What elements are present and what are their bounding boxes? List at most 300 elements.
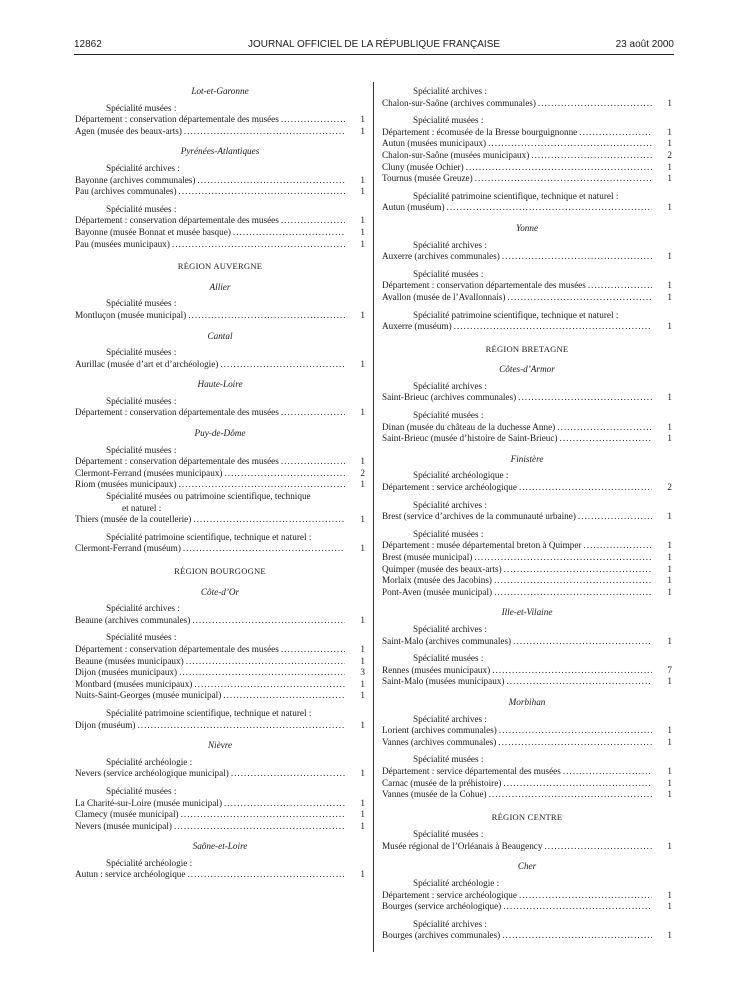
specialty-label: Spécialité archives : <box>413 380 487 391</box>
list-item <box>75 615 365 627</box>
specialty-label: Spécialité musées : <box>106 632 177 643</box>
department-heading: Allier <box>209 281 231 292</box>
specialty-label: Spécialité musées : <box>413 115 484 126</box>
department-heading: Ille-et-Vilaine <box>501 607 553 618</box>
list-item <box>75 798 365 810</box>
entry-institution: Carnac (musée de la préhistoire) <box>382 777 502 788</box>
entry-count: 1 <box>667 280 672 291</box>
list-item <box>75 667 365 679</box>
issue-date: 23 août 2000 <box>615 39 674 50</box>
dot-leader <box>186 656 345 668</box>
dot-leader <box>502 930 652 942</box>
entry-count: 1 <box>360 543 365 554</box>
dot-leader <box>489 789 652 801</box>
entry-count: 2 <box>667 482 672 493</box>
list-item <box>382 841 672 853</box>
column-divider <box>373 82 374 952</box>
specialty-label-continuation: et naturel : <box>122 502 162 513</box>
entry-institution: Clermont-Ferrand (muséum) <box>75 543 181 554</box>
specialty-label: Spécialité musées : <box>106 444 177 455</box>
dot-leader <box>179 667 345 679</box>
region-heading: RÉGION CENTRE <box>491 811 563 822</box>
specialty-label <box>75 491 365 514</box>
list-item <box>382 540 672 552</box>
department-heading: Morbihan <box>508 696 546 707</box>
entry-institution: Département : conservation départementale des musées <box>382 280 586 291</box>
dot-leader <box>454 321 652 333</box>
entry-institution: Morlaix (musée des Jacobins) <box>382 575 492 586</box>
list-item <box>75 239 365 251</box>
list-item <box>75 690 365 702</box>
department-heading: Cantal <box>207 330 233 341</box>
entry-institution: Pau (archives communales) <box>75 186 177 197</box>
dot-leader <box>281 407 345 419</box>
entry-institution: Département : service archéologique <box>382 889 517 900</box>
list-item <box>382 127 672 139</box>
specialty-label: Spécialité musées : <box>106 203 177 214</box>
specialty-label: Spécialité archéologique : <box>413 470 509 481</box>
entry-count: 1 <box>667 97 672 108</box>
entry-count: 1 <box>360 719 365 730</box>
page-header <box>74 39 674 53</box>
entry-count: 1 <box>667 901 672 912</box>
entry-institution: Tournus (musée Greuze) <box>382 173 473 184</box>
entry-institution: Département : conservation départementale des musées <box>75 407 279 418</box>
list-item <box>382 789 672 801</box>
entry-count: 1 <box>667 840 672 851</box>
list-item <box>75 456 365 468</box>
entry-institution: Bayonne (musée Bonnat et musée basque) <box>75 226 231 237</box>
entry-institution: Auxerre (archives communales) <box>382 251 500 262</box>
list-item <box>382 433 672 445</box>
department-heading: Pyrénées-Atlantiques <box>180 146 260 157</box>
dot-leader <box>584 540 653 552</box>
entry-institution: Bourges (archives communales) <box>382 930 501 941</box>
entry-institution: Département : conservation départementale des musées <box>75 456 279 467</box>
list-item <box>75 809 365 821</box>
entry-institution: Département : musée départemental breton à Quimper <box>382 540 582 551</box>
entry-institution: Département : conservation départementale des musées <box>75 114 279 125</box>
entry-institution: Quimper (musée des beaux-arts) <box>382 563 502 574</box>
dot-leader <box>563 766 652 778</box>
department-heading: Yonne <box>515 222 539 233</box>
entry-count: 1 <box>667 392 672 403</box>
entry-count: 1 <box>667 765 672 776</box>
list-item <box>382 422 672 434</box>
specialty-label: Spécialité archéologie : <box>413 878 500 889</box>
specialty-label: Spécialité archives : <box>106 603 180 614</box>
entry-count: 1 <box>667 552 672 562</box>
entry-institution: Dinan (musée du château de la duchesse Anne) <box>382 421 556 432</box>
entry-count: 1 <box>360 407 365 418</box>
dot-leader <box>179 479 345 491</box>
entry-institution: Aurillac (musée d’art et d’archéologie) <box>75 358 219 369</box>
specialty-label-line: Spécialité musées ou patrimoine scientifique, technique <box>106 491 311 502</box>
entry-institution: Thiers (musée de la coutellerie) <box>75 514 192 525</box>
entry-institution: Pau (musées municipaux) <box>75 238 170 249</box>
entry-count: 1 <box>360 309 365 320</box>
specialty-label: Spécialité archéologie : <box>106 756 193 767</box>
entry-count: 1 <box>360 479 365 490</box>
list-item <box>75 126 365 138</box>
dot-leader <box>137 720 345 732</box>
dot-leader <box>179 186 345 198</box>
dot-leader <box>220 359 345 371</box>
list-item <box>382 676 672 688</box>
list-item <box>75 407 365 419</box>
specialty-label: Spécialité archives : <box>413 86 487 96</box>
specialty-label: Spécialité musées : <box>413 754 484 765</box>
list-item <box>382 202 672 214</box>
list-item <box>75 821 365 833</box>
list-item <box>382 482 672 494</box>
list-item <box>382 552 672 564</box>
entry-count: 1 <box>667 725 672 736</box>
entry-count: 1 <box>360 809 365 820</box>
entry-institution: Montbard (musées municipaux) <box>75 678 193 689</box>
entry-count: 1 <box>360 186 365 197</box>
list-item <box>382 280 672 292</box>
entry-count: 1 <box>667 173 672 184</box>
entry-count: 1 <box>667 138 672 149</box>
list-item <box>75 768 365 780</box>
entry-count: 1 <box>360 869 365 880</box>
department-heading: Côtes-d’Armor <box>499 364 555 375</box>
dot-leader <box>513 636 652 648</box>
department-heading: Cher <box>517 861 537 872</box>
entry-count: 1 <box>360 768 365 779</box>
list-item <box>382 636 672 648</box>
right-column <box>382 86 672 942</box>
dot-leader <box>281 644 345 656</box>
list-item <box>382 665 672 677</box>
list-item <box>382 98 672 110</box>
dot-leader <box>503 901 652 913</box>
entry-institution: Saint-Brieuc (archives communales) <box>382 392 517 403</box>
dot-leader <box>193 514 345 526</box>
entry-institution: Beaune (musées municipaux) <box>75 655 184 666</box>
region-heading: RÉGION AUVERGNE <box>177 261 263 272</box>
list-item <box>75 479 365 491</box>
list-item <box>382 392 672 404</box>
dot-leader <box>494 587 652 599</box>
dot-leader <box>560 433 652 445</box>
entry-count: 1 <box>360 614 365 625</box>
list-item <box>75 720 365 732</box>
entry-institution: Beaune (archives communales) <box>75 614 191 625</box>
specialty-label: Spécialité archives : <box>413 623 487 634</box>
dot-leader <box>447 202 652 214</box>
entry-count: 1 <box>667 511 672 522</box>
dot-leader <box>233 227 345 239</box>
list-item <box>382 251 672 263</box>
entry-institution: Nevers (service archéologique municipal) <box>75 768 229 779</box>
entry-institution: Bourges (service archéologique) <box>382 901 502 912</box>
entry-institution: Département : service départemental des musées <box>382 765 561 776</box>
list-item <box>75 468 365 480</box>
left-column <box>75 86 365 881</box>
entry-institution: Chalon-sur-Saône (musées municipaux) <box>382 149 530 160</box>
department-heading: Saône-et-Loire <box>192 841 248 852</box>
entry-institution: Avallon (musée de l’Avallonnais) <box>382 291 506 302</box>
list-item <box>75 869 365 881</box>
entry-count: 1 <box>360 655 365 666</box>
entry-count: 1 <box>667 563 672 574</box>
dot-leader <box>466 162 652 174</box>
dot-leader <box>174 821 345 833</box>
dot-leader <box>499 725 652 737</box>
entry-institution: Vannes (musée de la Cohue) <box>382 789 487 800</box>
entry-institution: Bayonne (archives communales) <box>75 174 196 185</box>
entry-institution: Département : service archéologique <box>382 482 517 493</box>
entry-institution: Saint-Malo (archives communales) <box>382 635 512 646</box>
specialty-label: Spécialité musées : <box>106 785 177 796</box>
specialty-label: Spécialité archives : <box>413 918 487 929</box>
region-heading: RÉGION BRETAGNE <box>485 343 569 354</box>
entry-count: 1 <box>360 238 365 249</box>
specialty-label: Spécialité musées : <box>413 528 484 539</box>
dot-leader <box>502 251 652 263</box>
entry-count: 1 <box>667 321 672 332</box>
specialty-label: Spécialité archéologie : <box>106 857 193 868</box>
list-item <box>382 173 672 185</box>
entry-count: 2 <box>360 467 365 478</box>
list-item <box>75 644 365 656</box>
dot-leader <box>492 665 652 677</box>
list-item <box>382 766 672 778</box>
entry-institution: Chalon-sur-Saône (archives communales) <box>382 97 536 108</box>
specialty-label: Spécialité patrimoine scientifique, technique et naturel : <box>106 531 312 542</box>
entry-institution: Autun : service archéologique <box>75 869 186 880</box>
specialty-label: Spécialité patrimoine scientifique, technique et naturel : <box>413 190 619 201</box>
dot-leader <box>507 292 652 304</box>
dot-leader <box>544 841 652 853</box>
header-rule <box>74 54 674 55</box>
list-item <box>382 321 672 333</box>
entry-count: 1 <box>667 789 672 800</box>
list-item <box>75 215 365 227</box>
entry-institution: Rennes (musées municipaux) <box>382 664 491 675</box>
list-item <box>75 227 365 239</box>
entry-count: 1 <box>360 690 365 701</box>
list-item <box>382 725 672 737</box>
entry-count: 2 <box>667 149 672 160</box>
entry-count: 1 <box>360 215 365 226</box>
department-heading: Haute-Loire <box>197 379 243 390</box>
entry-count: 3 <box>360 667 365 678</box>
entry-institution: Vannes (archives communales) <box>382 736 497 747</box>
dot-leader <box>183 543 345 555</box>
entry-institution: Département : conservation départementale des musées <box>75 643 279 654</box>
entry-count: 1 <box>667 421 672 432</box>
entry-count: 1 <box>360 358 365 369</box>
list-item <box>382 575 672 587</box>
dot-leader <box>224 798 345 810</box>
entry-count: 1 <box>667 251 672 262</box>
entry-institution: Saint-Brieuc (musée d’histoire de Saint-Brieuc) <box>382 433 558 444</box>
entry-count: 1 <box>360 643 365 654</box>
dot-leader <box>503 778 652 790</box>
dot-leader <box>579 127 652 139</box>
entry-count: 1 <box>667 777 672 788</box>
dot-leader <box>187 869 345 881</box>
list-item <box>382 564 672 576</box>
list-item <box>75 679 365 691</box>
dot-leader <box>498 737 652 749</box>
entry-institution: Département : écomusée de la Bresse bourguignonne <box>382 126 578 137</box>
entry-count: 7 <box>667 664 672 675</box>
specialty-label: Spécialité archives : <box>413 239 487 250</box>
dot-leader <box>231 768 345 780</box>
entry-institution: Pont-Aven (musée municipal) <box>382 586 493 597</box>
specialty-label: Spécialité musées : <box>106 347 177 358</box>
department-heading: Lot-et-Garonne <box>191 86 249 96</box>
department-heading: Finistère <box>510 453 544 464</box>
entry-institution: Dijon (muséum) <box>75 719 136 730</box>
list-item <box>75 543 365 555</box>
dot-leader <box>192 615 345 627</box>
dot-leader <box>223 690 345 702</box>
specialty-label: Spécialité archives : <box>413 713 487 724</box>
dot-leader <box>519 482 652 494</box>
specialty-label: Spécialité patrimoine scientifique, technique et naturel : <box>106 707 312 718</box>
specialty-label: Spécialité musées : <box>106 298 177 309</box>
dot-leader <box>197 175 345 187</box>
dot-leader <box>578 511 652 523</box>
entry-count: 1 <box>667 676 672 687</box>
list-item <box>382 737 672 749</box>
dot-leader <box>475 173 652 185</box>
entry-institution: Autun (musées municipaux) <box>382 138 487 149</box>
entry-count: 1 <box>360 456 365 467</box>
dot-leader <box>506 676 652 688</box>
entry-count: 1 <box>667 736 672 747</box>
list-item <box>382 162 672 174</box>
list-item <box>382 587 672 599</box>
entry-count: 1 <box>360 174 365 185</box>
dot-leader <box>531 150 652 162</box>
region-heading: RÉGION BOURGOGNE <box>174 566 266 576</box>
entry-institution: Nuits-Saint-Georges (musée municipal) <box>75 690 222 701</box>
dot-leader <box>181 809 345 821</box>
specialty-label: Spécialité archives : <box>413 499 487 510</box>
dot-leader <box>281 456 345 468</box>
list-item <box>75 514 365 526</box>
entry-count: 1 <box>360 114 365 125</box>
list-item <box>75 656 365 668</box>
specialty-label: Spécialité patrimoine scientifique, technique et naturel : <box>413 309 619 320</box>
journal-title: JOURNAL OFFICIEL DE LA RÉPUBLIQUE FRANÇAISE <box>247 39 501 50</box>
specialty-label: Spécialité musées : <box>413 268 484 279</box>
entry-institution: La Charité-sur-Loire (musée municipal) <box>75 797 223 808</box>
entry-count: 1 <box>360 678 365 689</box>
entry-count: 1 <box>667 540 672 551</box>
entry-institution: Brest (musée municipal) <box>382 552 473 562</box>
entry-institution: Agen (musée des beaux-arts) <box>75 125 182 136</box>
list-item <box>75 175 365 187</box>
dot-leader <box>588 280 652 292</box>
list-item <box>382 292 672 304</box>
list-item <box>75 114 365 126</box>
entry-institution: Auxerre (muséum) <box>382 321 452 332</box>
entry-count: 1 <box>360 125 365 136</box>
dot-leader <box>557 422 652 434</box>
entry-count: 1 <box>667 889 672 900</box>
dot-leader <box>281 215 345 227</box>
list-item <box>382 511 672 523</box>
list-item <box>382 901 672 913</box>
entry-count: 1 <box>667 586 672 597</box>
specialty-label: Spécialité musées : <box>413 653 484 664</box>
specialty-label: Spécialité musées : <box>106 395 177 406</box>
entry-institution: Dijon (musées municipaux) <box>75 667 178 678</box>
list-item <box>382 150 672 162</box>
entry-institution: Cluny (musée Ochier) <box>382 161 464 172</box>
entry-institution: Montluçon (musée municipal) <box>75 309 187 320</box>
specialty-label: Spécialité musées : <box>413 829 484 840</box>
entry-institution: Saint-Malo (musées municipaux) <box>382 676 505 687</box>
entry-institution: Riom (musées municipaux) <box>75 479 177 490</box>
list-item <box>382 138 672 150</box>
list-item <box>382 778 672 790</box>
entry-count: 1 <box>360 820 365 831</box>
entry-count: 1 <box>667 291 672 302</box>
department-heading: Côte-d’Or <box>200 586 240 597</box>
specialty-label: Spécialité musées : <box>106 102 177 113</box>
dot-leader <box>538 98 652 110</box>
entry-institution: Brest (service d’archives de la communauté urbaine) <box>382 511 576 522</box>
department-heading: Puy-de-Dôme <box>194 428 246 439</box>
entry-count: 1 <box>667 126 672 137</box>
department-heading: Nièvre <box>207 740 233 751</box>
entry-institution: Département : conservation départementale des musées <box>75 215 279 226</box>
list-item <box>75 186 365 198</box>
specialty-label: Spécialité musées : <box>413 410 484 421</box>
list-item <box>382 930 672 942</box>
dot-leader <box>494 575 652 587</box>
entry-institution: Lorient (archives communales) <box>382 725 497 736</box>
entry-count: 1 <box>667 575 672 586</box>
dot-leader <box>504 564 652 576</box>
entry-count: 1 <box>667 161 672 172</box>
list-item <box>75 359 365 371</box>
entry-count: 1 <box>667 433 672 444</box>
entry-institution: Clermont-Ferrand (musées municipaux) <box>75 467 223 478</box>
list-item <box>75 310 365 322</box>
dot-leader <box>224 468 345 480</box>
dot-leader <box>194 679 345 691</box>
entry-institution: Autun (muséum) <box>382 202 445 213</box>
page-number: 12862 <box>74 39 102 50</box>
dot-leader <box>184 126 345 138</box>
entry-count: 1 <box>667 930 672 941</box>
dot-leader <box>172 239 345 251</box>
dot-leader <box>474 552 652 564</box>
list-item <box>382 890 672 902</box>
entry-count: 1 <box>667 635 672 646</box>
entry-institution: Musée régional de l’Orléanais à Beaugency <box>382 840 543 851</box>
entry-count: 1 <box>360 797 365 808</box>
entry-institution: Clamecy (musée municipal) <box>75 809 179 820</box>
entry-count: 1 <box>667 202 672 213</box>
dot-leader <box>188 310 345 322</box>
dot-leader <box>518 392 652 404</box>
dot-leader <box>488 138 652 150</box>
dot-leader <box>281 114 345 126</box>
entry-institution: Nevers (musée municipal) <box>75 820 172 831</box>
entry-count: 1 <box>360 514 365 525</box>
specialty-label: Spécialité archives : <box>106 162 180 173</box>
